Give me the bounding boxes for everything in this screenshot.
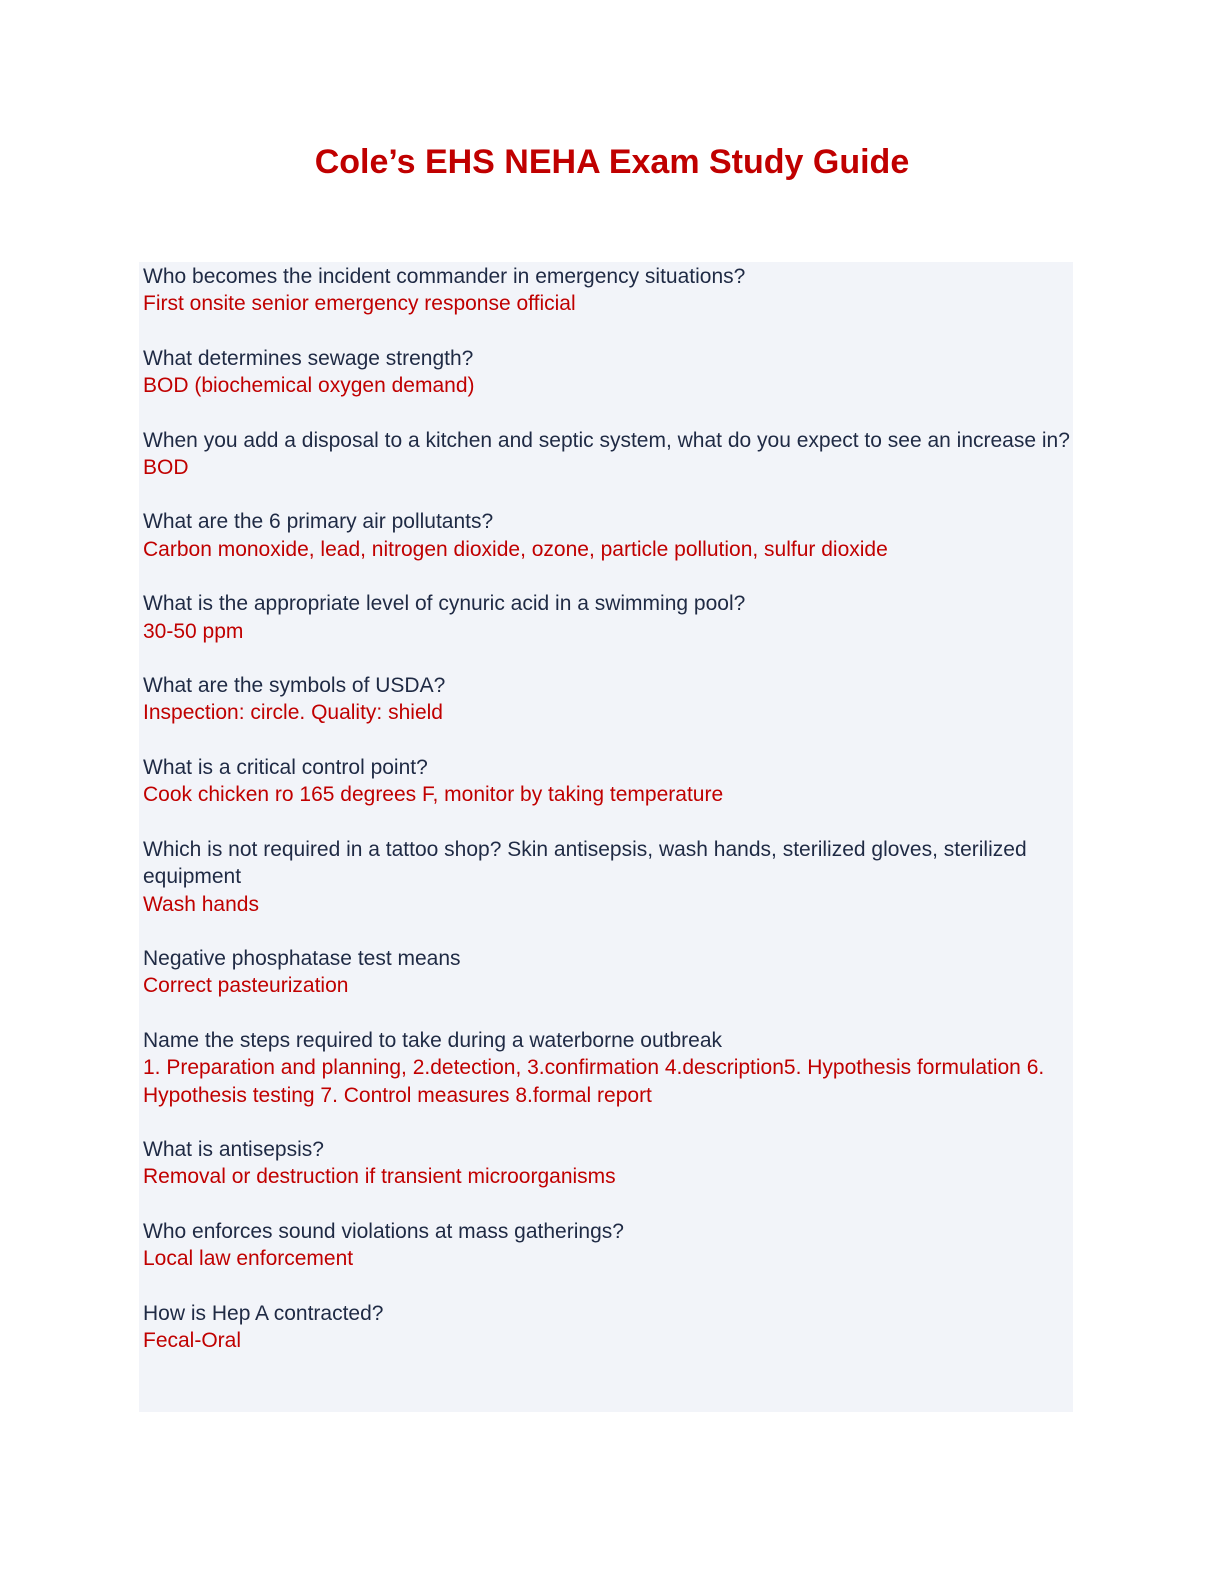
answer-text: BOD — [143, 456, 189, 480]
qa-item — [143, 1218, 1073, 1273]
question-text: What is a critical control point? — [143, 755, 428, 779]
qa-item — [143, 1136, 1073, 1191]
question-text: What determines sewage strength? — [143, 346, 474, 370]
answer-text: Cook chicken ro 165 degrees F, monitor by taking temperature — [143, 783, 724, 807]
qa-item — [143, 945, 1073, 1000]
answer-text: Local law enforcement — [143, 1247, 354, 1271]
question-text: How is Hep A contracted? — [143, 1301, 384, 1325]
answer-text: Correct pasteurization — [143, 974, 349, 998]
answer-text: Fecal-Oral — [143, 1328, 242, 1352]
answer-text: Inspection: circle. Quality: shield — [143, 701, 443, 725]
question-text: Negative phosphatase test means — [143, 946, 461, 970]
question-text: Which is not required in a tattoo shop? Skin antisepsis, wash hands, sterilized gloves, sterilized equipment — [143, 837, 1027, 889]
answer-text: Removal or destruction if transient microorganisms — [143, 1165, 616, 1189]
qa-item — [143, 263, 1073, 318]
answer-text: 30-50 ppm — [143, 619, 244, 643]
question-text: Who becomes the incident commander in emergency situations? — [143, 265, 746, 288]
qa-item — [143, 427, 1073, 482]
question-text: What is antisepsis? — [143, 1137, 324, 1161]
answer-text: Carbon monoxide, lead, nitrogen dioxide, ozone, particle pollution, sulfur dioxide — [143, 537, 888, 561]
answer-text: First onsite senior emergency response official — [143, 292, 576, 316]
answer-text: Wash hands — [143, 892, 259, 916]
question-text: Who enforces sound violations at mass gatherings? — [143, 1219, 624, 1243]
answer-text: BOD (biochemical oxygen demand) — [143, 374, 475, 398]
qa-item — [143, 836, 1073, 918]
qa-item — [143, 590, 1073, 645]
qa-item — [143, 672, 1073, 727]
answer-text: 1. Preparation and planning, 2.detection, 3.confirmation 4.description5. Hypothesis formulation 6. Hypothesis testing 7. Control measures 8.formal report — [143, 1056, 1045, 1107]
question-text: What are the 6 primary air pollutants? — [143, 510, 494, 534]
page-title: Cole’s EHS NEHA Exam Study Guide — [314, 143, 910, 181]
question-text: What are the symbols of USDA? — [143, 674, 446, 698]
question-text: What is the appropriate level of cynuric acid in a swimming pool? — [143, 592, 746, 616]
qa-item — [143, 1300, 1073, 1355]
qa-item — [143, 508, 1073, 563]
qa-item — [143, 754, 1073, 809]
qa-item — [143, 1027, 1073, 1109]
qa-list — [139, 262, 1073, 1412]
question-text: When you add a disposal to a kitchen and septic system, what do you expect to see an increase in? — [143, 428, 1070, 452]
qa-item — [143, 345, 1073, 400]
question-text: Name the steps required to take during a waterborne outbreak — [143, 1028, 723, 1052]
